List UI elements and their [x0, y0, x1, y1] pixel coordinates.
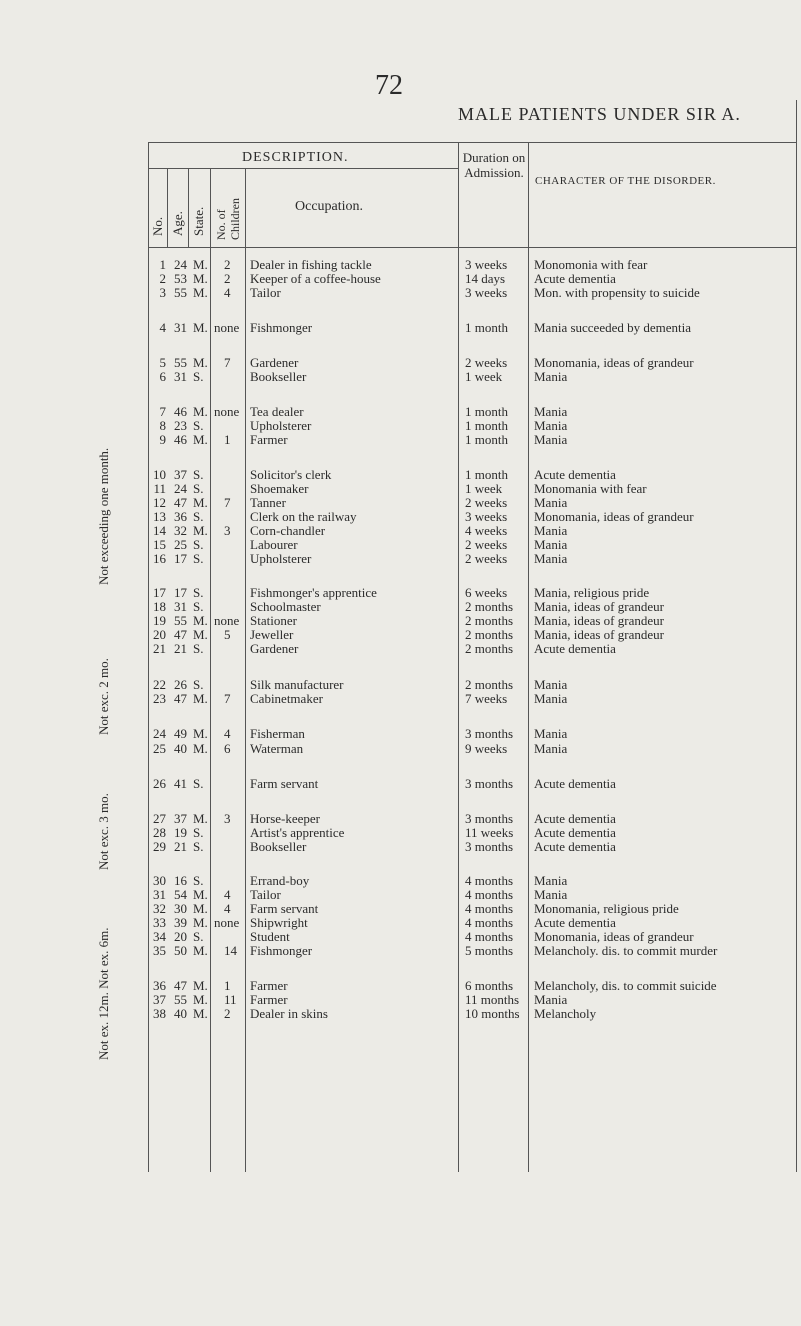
row-character: Mania, ideas of grandeur [534, 627, 664, 642]
row-no: 6 [159, 369, 166, 384]
children-header-label: No. of Children [214, 198, 242, 240]
row-occupation: Bookseller [250, 839, 307, 854]
row-no: 33 [153, 915, 166, 930]
row-character: Mania [534, 495, 568, 510]
row-state: S. [193, 418, 204, 433]
row-age: 20 [174, 929, 187, 944]
row-no: 7 [159, 404, 166, 419]
row-age: 55 [174, 285, 187, 300]
row-occupation: Tailor [250, 285, 281, 300]
row-occupation: Tailor [250, 887, 281, 902]
row-state: M. [193, 811, 208, 826]
row-duration: 2 months [465, 599, 514, 614]
row-age: 55 [174, 613, 187, 628]
col-rule-duration [528, 142, 529, 1172]
row-state: M. [193, 271, 208, 286]
col-rule-children [245, 168, 246, 1172]
row-occupation: Shoemaker [250, 481, 309, 496]
row-character: Mania [534, 404, 568, 419]
row-duration: 3 weeks [465, 257, 508, 272]
row-no: 11 [153, 481, 166, 496]
row-age: 46 [174, 404, 187, 419]
row-duration: 10 months [465, 1006, 520, 1021]
row-state: M. [193, 523, 208, 538]
row-no: 2 [159, 271, 166, 286]
row-age: 47 [174, 691, 187, 706]
row-character: Mania [534, 741, 568, 756]
row-age: 46 [174, 432, 187, 447]
row-character: Mania [534, 418, 568, 433]
row-state: M. [193, 887, 208, 902]
row-occupation: Jeweller [250, 627, 294, 642]
row-occupation: Fisherman [250, 726, 305, 741]
row-occupation: Keeper of a coffee-house [250, 271, 381, 286]
row-duration: 4 months [465, 887, 514, 902]
row-duration: 1 month [465, 418, 508, 433]
row-duration: 3 weeks [465, 285, 508, 300]
row-occupation: Fishmonger [250, 943, 313, 958]
row-character: Mania, ideas of grandeur [534, 613, 664, 628]
row-state: M. [193, 285, 208, 300]
row-character: Monomania, ideas of grandeur [534, 355, 694, 370]
row-occupation: Silk manufacturer [250, 677, 344, 692]
row-character: Acute dementia [534, 825, 616, 840]
row-state: M. [193, 943, 208, 958]
row-duration: 3 months [465, 839, 514, 854]
row-state: S. [193, 873, 204, 888]
row-state: S. [193, 641, 204, 656]
row-occupation: Tea dealer [250, 404, 304, 419]
children-header [214, 166, 242, 240]
row-age: 30 [174, 901, 187, 916]
row-state: S. [193, 839, 204, 854]
row-age: 47 [174, 627, 187, 642]
row-state: M. [193, 1006, 208, 1021]
row-duration: 2 weeks [465, 551, 508, 566]
no-header: No. [150, 216, 165, 236]
row-no: 26 [153, 776, 166, 791]
row-character: Monomonia with fear [534, 257, 648, 272]
row-state: S. [193, 369, 204, 384]
group-label-2: Not exc. 2 mo. [96, 658, 111, 735]
col-rule-occupation [458, 142, 459, 1172]
row-state: S. [193, 929, 204, 944]
row-no: 8 [159, 418, 166, 433]
row-duration: 2 months [465, 641, 514, 656]
row-no: 20 [153, 627, 166, 642]
row-state: S. [193, 599, 204, 614]
row-no: 30 [153, 873, 166, 888]
table-top-rule [148, 142, 796, 143]
row-age: 25 [174, 537, 187, 552]
row-no: 15 [153, 537, 166, 552]
row-no: 22 [153, 677, 166, 692]
row-duration: 1 month [465, 432, 508, 447]
row-occupation: Labourer [250, 537, 298, 552]
row-occupation: Farm servant [250, 776, 319, 791]
row-duration: 2 months [465, 677, 514, 692]
row-age: 55 [174, 355, 187, 370]
row-occupation: Fishmonger's apprentice [250, 585, 377, 600]
row-occupation: Farmer [250, 978, 288, 993]
row-state: S. [193, 467, 204, 482]
row-age: 41 [174, 776, 187, 791]
row-state: M. [193, 992, 208, 1007]
row-character: Monomania, ideas of grandeur [534, 509, 694, 524]
row-no: 25 [153, 741, 166, 756]
header-rule [148, 168, 458, 169]
row-state: S. [193, 509, 204, 524]
row-duration: 5 months [465, 943, 514, 958]
row-state: M. [193, 355, 208, 370]
row-age: 49 [174, 726, 187, 741]
row-character: Acute dementia [534, 811, 616, 826]
row-character: Acute dementia [534, 915, 616, 930]
row-duration: 7 weeks [465, 691, 508, 706]
row-state: M. [193, 901, 208, 916]
row-duration: 6 months [465, 978, 514, 993]
row-duration: 2 weeks [465, 537, 508, 552]
row-no: 10 [153, 467, 166, 482]
row-character: Monomania, religious pride [534, 901, 679, 916]
row-state: M. [193, 691, 208, 706]
row-age: 16 [174, 873, 187, 888]
row-state: S. [193, 537, 204, 552]
row-duration: 4 months [465, 901, 514, 916]
row-occupation: Corn-chandler [250, 523, 326, 538]
row-character: Mania [534, 369, 568, 384]
row-age: 31 [174, 369, 187, 384]
row-character: Mania, religious pride [534, 585, 650, 600]
row-age: 32 [174, 523, 187, 538]
occupation-header: Occupation. [295, 199, 364, 214]
row-character: Mania [534, 551, 568, 566]
row-no: 32 [153, 901, 166, 916]
row-no: 12 [153, 495, 166, 510]
group-label-4: Not ex. 12m. Not ex. 6m. [96, 927, 111, 1060]
row-occupation: Upholsterer [250, 418, 312, 433]
row-occupation: Clerk on the railway [250, 509, 357, 524]
row-state: S. [193, 585, 204, 600]
row-character: Mania [534, 677, 568, 692]
row-no: 29 [153, 839, 166, 854]
row-character: Melancholy, dis. to commit suicide [534, 978, 717, 993]
row-character: Mania [534, 432, 568, 447]
row-age: 55 [174, 992, 187, 1007]
row-state: M. [193, 627, 208, 642]
row-occupation: Gardener [250, 641, 299, 656]
row-character: Mania [534, 726, 568, 741]
row-occupation: Stationer [250, 613, 297, 628]
row-age: 50 [174, 943, 187, 958]
col-rule-right [796, 100, 797, 1172]
row-no: 36 [153, 978, 166, 993]
row-character: Acute dementia [534, 776, 616, 791]
row-no: 35 [153, 943, 166, 958]
row-duration: 11 months [465, 992, 520, 1007]
row-age: 21 [174, 839, 187, 854]
group-label-1: Not exceeding one month. [96, 447, 111, 585]
row-age: 17 [174, 551, 187, 566]
row-no: 4 [159, 320, 166, 335]
row-occupation: Schoolmaster [250, 599, 321, 614]
row-no: 5 [159, 355, 166, 370]
row-state: S. [193, 825, 204, 840]
row-state: M. [193, 320, 208, 335]
state-header: State. [191, 206, 206, 236]
row-duration: 11 weeks [465, 825, 514, 840]
row-age: 24 [174, 481, 187, 496]
page-number: 72 [375, 70, 403, 101]
row-state: M. [193, 978, 208, 993]
row-occupation: Farmer [250, 992, 288, 1007]
row-age: 17 [174, 585, 187, 600]
row-age: 26 [174, 677, 187, 692]
row-state: S. [193, 551, 204, 566]
row-character: Mania [534, 873, 568, 888]
row-occupation: Farmer [250, 432, 288, 447]
row-age: 21 [174, 641, 187, 656]
row-no: 38 [153, 1006, 166, 1021]
row-no: 24 [153, 726, 166, 741]
row-state: M. [193, 432, 208, 447]
row-character: Acute dementia [534, 271, 616, 286]
row-occupation: Solicitor's clerk [250, 467, 332, 482]
col-rule-state [210, 168, 211, 1172]
row-duration: 14 days [465, 271, 506, 286]
row-character: Acute dementia [534, 467, 616, 482]
row-occupation: Bookseller [250, 369, 307, 384]
row-no: 17 [153, 585, 166, 600]
row-age: 36 [174, 509, 187, 524]
row-no: 37 [153, 992, 166, 1007]
row-no: 13 [153, 509, 166, 524]
row-age: 47 [174, 978, 187, 993]
row-age: 40 [174, 741, 187, 756]
row-character: Mania [534, 537, 568, 552]
row-no: 21 [153, 641, 166, 656]
row-duration: 1 month [465, 467, 508, 482]
row-occupation: Shipwright [250, 915, 308, 930]
row-duration: 4 months [465, 915, 514, 930]
row-no: 23 [153, 691, 166, 706]
row-character: Acute dementia [534, 641, 616, 656]
row-duration: 2 weeks [465, 495, 508, 510]
row-age: 37 [174, 467, 187, 482]
row-no: 34 [153, 929, 166, 944]
row-duration: 2 months [465, 613, 514, 628]
row-character: Mania [534, 992, 568, 1007]
row-age: 23 [174, 418, 187, 433]
row-character: Melancholy [534, 1006, 597, 1021]
row-state: M. [193, 726, 208, 741]
row-no: 9 [159, 432, 166, 447]
row-age: 53 [174, 271, 187, 286]
row-no: 1 [159, 257, 166, 272]
row-state: S. [193, 481, 204, 496]
row-age: 54 [174, 887, 187, 902]
row-duration: 3 months [465, 811, 514, 826]
row-duration: 4 months [465, 873, 514, 888]
row-state: M. [193, 404, 208, 419]
row-duration: 1 week [465, 481, 503, 496]
row-occupation: Upholsterer [250, 551, 312, 566]
row-occupation: Farm servant [250, 901, 319, 916]
row-no: 19 [153, 613, 166, 628]
row-character: Mania, ideas of grandeur [534, 599, 664, 614]
row-character: Melancholy. dis. to commit murder [534, 943, 718, 958]
row-occupation: Waterman [250, 741, 304, 756]
row-duration: 3 months [465, 726, 514, 741]
row-duration: 1 week [465, 369, 503, 384]
row-duration: 3 months [465, 776, 514, 791]
row-occupation: Errand-boy [250, 873, 310, 888]
row-occupation: Artist's apprentice [250, 825, 345, 840]
row-duration: 6 weeks [465, 585, 508, 600]
row-duration: 2 weeks [465, 355, 508, 370]
row-state: S. [193, 776, 204, 791]
row-duration: 9 weeks [465, 741, 508, 756]
row-no: 14 [153, 523, 166, 538]
row-occupation: Dealer in fishing tackle [250, 257, 372, 272]
row-occupation: Horse-keeper [250, 811, 321, 826]
row-character: Acute dementia [534, 839, 616, 854]
row-age: 47 [174, 495, 187, 510]
row-no: 28 [153, 825, 166, 840]
age-header: Age. [170, 211, 185, 236]
row-age: 40 [174, 1006, 187, 1021]
row-no: 18 [153, 599, 166, 614]
row-duration: 1 month [465, 404, 508, 419]
row-character: Mania [534, 691, 568, 706]
row-age: 24 [174, 257, 187, 272]
row-age: 37 [174, 811, 187, 826]
row-duration: 4 months [465, 929, 514, 944]
row-no: 16 [153, 551, 166, 566]
col-rule-age [188, 168, 189, 248]
page-heading: MALE PATIENTS UNDER SIR A. [458, 104, 741, 124]
row-no: 31 [153, 887, 166, 902]
row-character: Mon. with propensity to suicide [534, 285, 700, 300]
character-header: CHARACTER OF THE DISORDER. [535, 175, 716, 187]
row-occupation: Tanner [250, 495, 286, 510]
row-age: 19 [174, 825, 187, 840]
row-state: M. [193, 741, 208, 756]
col-rule-no [167, 168, 168, 248]
row-character: Monomania, ideas of grandeur [534, 929, 694, 944]
duration-header: Duration on Admission. [462, 150, 526, 180]
row-no: 3 [159, 285, 166, 300]
row-state: M. [193, 495, 208, 510]
row-age: 31 [174, 320, 187, 335]
row-state: M. [193, 613, 208, 628]
row-state: M. [193, 257, 208, 272]
row-age: 39 [174, 915, 187, 930]
row-no: 27 [153, 811, 166, 826]
description-header: DESCRIPTION. [242, 150, 349, 165]
row-occupation: Fishmonger [250, 320, 313, 335]
row-character: Mania [534, 523, 568, 538]
row-state: S. [193, 677, 204, 692]
row-duration: 4 weeks [465, 523, 508, 538]
row-character: Monomania with fear [534, 481, 647, 496]
row-occupation: Dealer in skins [250, 1006, 328, 1021]
row-duration: 3 weeks [465, 509, 508, 524]
row-duration: 2 months [465, 627, 514, 642]
row-character: Mania [534, 887, 568, 902]
row-state: M. [193, 915, 208, 930]
group-label-3: Not exc. 3 mo. [96, 793, 111, 870]
row-occupation: Gardener [250, 355, 299, 370]
row-duration: 1 month [465, 320, 508, 335]
row-occupation: Student [250, 929, 290, 944]
row-character: Mania succeeded by dementia [534, 320, 692, 335]
row-age: 31 [174, 599, 187, 614]
row-occupation: Cabinetmaker [250, 691, 323, 706]
